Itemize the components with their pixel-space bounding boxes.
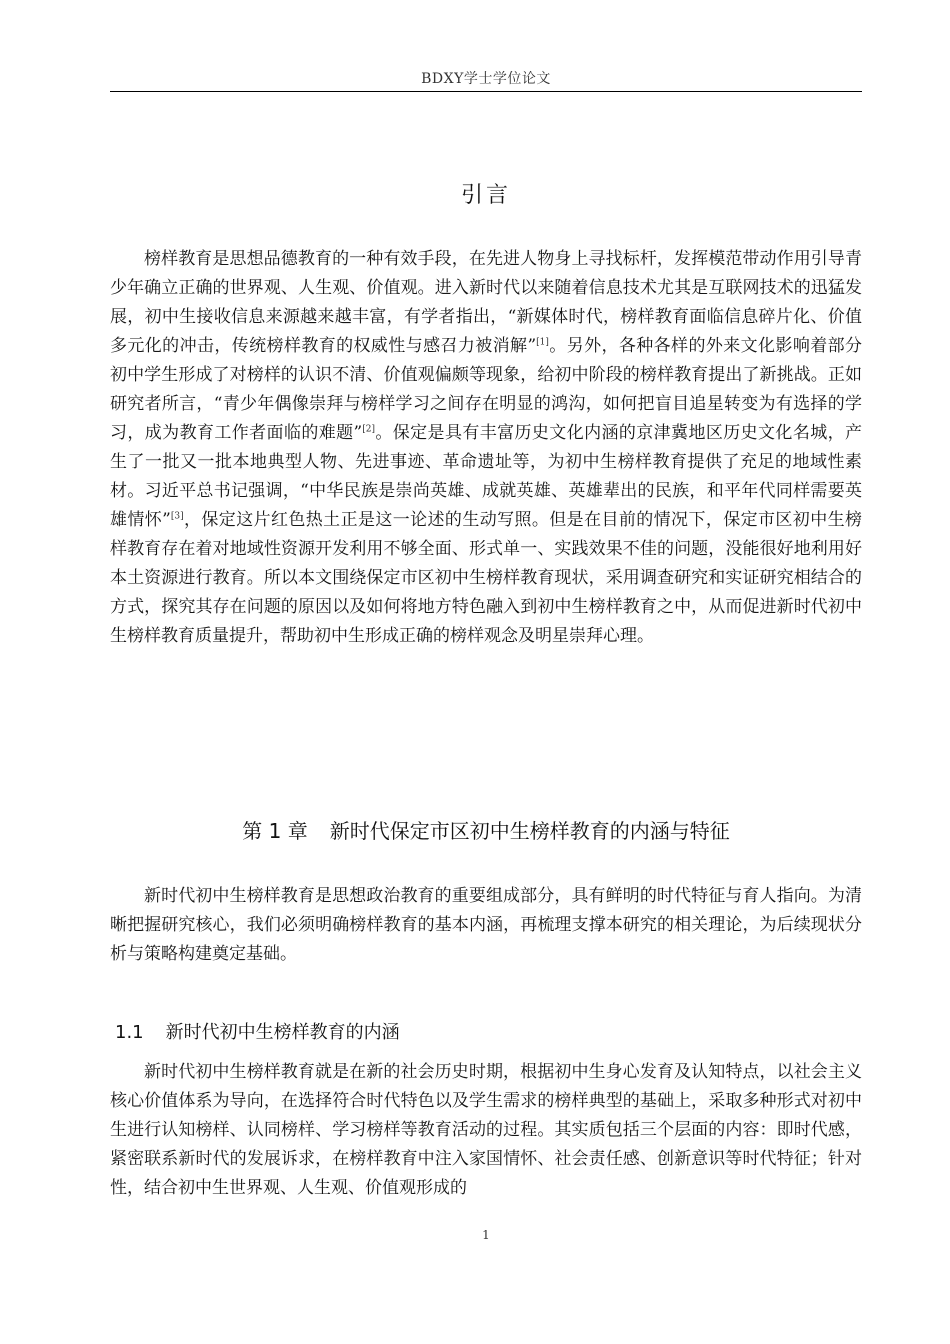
citation-3[interactable]: [3] <box>170 511 184 522</box>
citation-1[interactable]: [1] <box>536 337 549 348</box>
section-heading <box>115 1018 855 1044</box>
intro-sentence-2: 。另外，各种各样的外来文化影响着部分初中学生形成了对榜样的认识不清、价值观偏颇等现象，给初中阶段的榜样教育提出了新挑战。正如研究者所言，“青少年偶像崇拜与榜样学习之间存在明显的鸿沟，如何把盲目追星转变为有选择的学习，成为教育工作者面临的难题” <box>110 336 862 443</box>
header-rule <box>110 91 862 92</box>
chapter-heading <box>110 815 862 844</box>
introduction-title: 引言 <box>460 183 511 208</box>
intro-sentence-3: 。保定是具有丰富历史文化内涵的京津冀地区历史文化名城，产生了一批又一批本地典型人物、先进事迹、革命遗址等，为初中生榜样教育提供了充足的地域性素材。习近平总书记强调，“中华民族是崇尚英雄、成就英雄、英雄辈出的民族，和平年代同样需要英雄情怀” <box>110 423 862 530</box>
section-paragraph: 新时代初中生榜样教育就是在新的社会历史时期，根据初中生身心发育及认知特点，以社会主义核心价值体系为导向，在选择符合时代特色以及学生需求的榜样典型的基础上，采取多种形式对初中生进行认知榜样、认同榜样、学习榜样等教育活动的过程。其实质包括三个层面的内容：即时代感，紧密联系新时代的发展诉求，在榜样教育中注入家国情怀、社会责任感、创新意识等时代特征；针对性，结合初中生世界观、人生观、价值观形成的 <box>110 1062 862 1198</box>
intro-sentence-4: ，保定这片红色热土正是这一论述的生动写照。但是在目前的情况下，保定市区初中生榜样教育存在着对地域性资源开发利用不够全面、形式单一、实践效果不佳的问题，没能很好地利用好本土资源进行教育。所以本文围绕保定市区初中生榜样教育现状，采用调查研究和实证研究相结合的方式，探究其存在问题的原因以及如何将地方特色融入到初中生榜样教育之中，从而促进新时代初中生榜样教育质量提升，帮助初中生形成正确的榜样观念及明星崇拜心理。 <box>110 510 862 646</box>
intro-sentence-1: 榜样教育是思想品德教育的一种有效手段，在先进人物身上寻找标杆，发挥模范带动作用引导青少年确立正确的世界观、人生观、价值观。进入新时代以来随着信息技术尤其是互联网技术的迅猛发展，初中生接收信息来源越来越丰富，有学者指出，“新媒体时代，榜样教育面临信息碎片化、价值多元化的冲击，传统榜样教育的权威性与感召力被消解” <box>110 249 862 356</box>
chapter-number: 第 1 章 <box>242 819 308 843</box>
page-number: 1 <box>482 1228 490 1242</box>
introduction-paragraph <box>110 245 862 757</box>
citation-2[interactable]: [2] <box>362 424 375 435</box>
chapter-title: 新时代保定市区初中生榜样教育的内涵与特征 <box>329 819 730 843</box>
section-title: 新时代初中生榜样教育的内涵 <box>165 1022 400 1043</box>
running-header: BDXY学士学位论文 <box>421 71 551 87</box>
chapter-intro-paragraph: 新时代初中生榜样教育是思想政治教育的重要组成部分，具有鲜明的时代特征与育人指向。为清晰把握研究核心，我们必须明确榜样教育的基本内涵，再梳理支撑本研究的相关理论，为后续现状分析与策略构建奠定基础。 <box>110 886 862 964</box>
section-number: 1.1 <box>115 1022 144 1043</box>
